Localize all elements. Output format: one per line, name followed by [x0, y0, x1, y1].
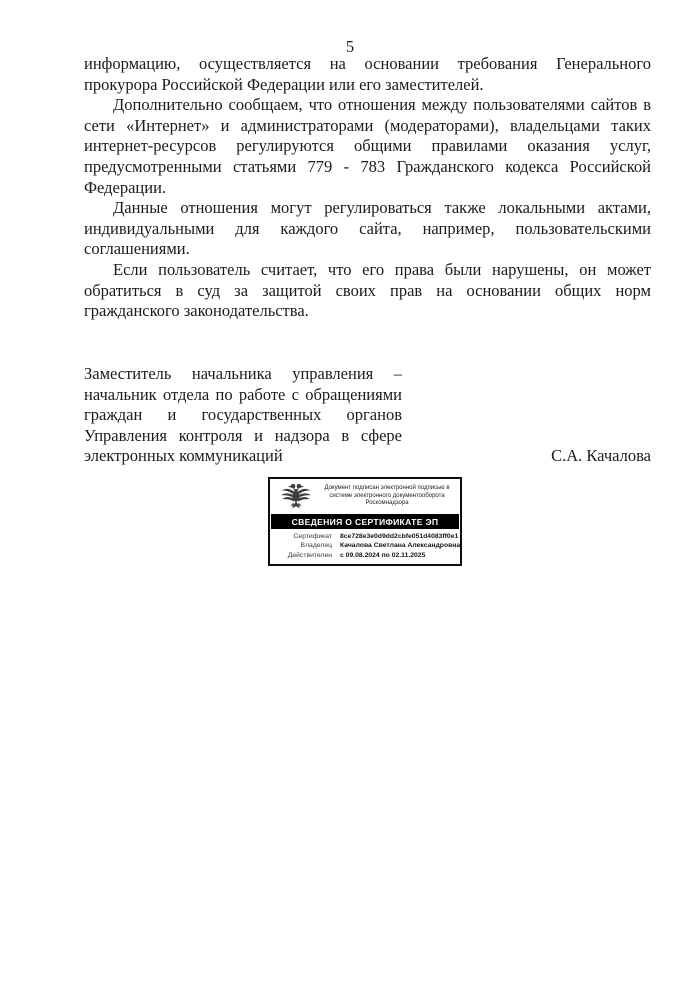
certificate-label: Сертификат: [293, 532, 332, 540]
owner-row: [270, 541, 461, 551]
paragraph: Данные отношения могут регулироваться также локальными актами, индивидуальными для каждого сайта, например, пользовательскими соглашениями.: [84, 198, 651, 259]
owner-value: Качалова Светлана Александровна: [340, 542, 461, 550]
signature-block: [84, 364, 651, 467]
stamp-header-row: [270, 479, 460, 514]
signer-name: С.А. Качалова: [551, 446, 651, 466]
stamp-band-title: СВЕДЕНИЯ О СЕРТИФИКАТЕ ЭП: [271, 514, 459, 529]
validity-label: Действителен: [287, 551, 332, 559]
stamp-header-text: Документ подписан электронной подписью в системе электронного документооборота Роскомнадзора: [324, 485, 450, 507]
digital-signature-stamp: [268, 477, 462, 566]
body-text: [84, 54, 651, 322]
validity-row: [270, 551, 456, 561]
certificate-table: [270, 529, 460, 564]
paragraph: Дополнительно сообщаем, что отношения между пользователями сайтов в сети «Интернет» и администраторами (модераторами), владельцами таких интернет-ресурсов регулируются общими правилами оказания услуг, предусмотренными статьями 779 - 783 Гражданского кодекса Российской Федерации.: [84, 95, 651, 197]
certificate-row: [270, 532, 459, 542]
paragraph: Если пользователь считает, что его права были нарушены, он может обратиться в суд за защитой своих прав на основании общих норм гражданского законодательства.: [84, 259, 651, 321]
roskomnadzor-eagle-icon: [279, 481, 313, 512]
owner-label: Владелец: [300, 542, 332, 550]
signer-position: Заместитель начальника управления – начальник отдела по работе с обращениями граждан и государственных органов Управления контроля и надзора в сфере электронных коммуникаций: [84, 364, 402, 466]
certificate-value: 8ce728e3e0d9dd2cbfe051d4083ff0e1: [340, 532, 459, 540]
paragraph: информацию, осуществляется на основании требования Генерального прокурора Российской Федерации или его заместителей.: [84, 54, 651, 94]
validity-value: с 09.08.2024 по 02.11.2025: [340, 551, 426, 559]
page-number: 5: [345, 37, 355, 56]
